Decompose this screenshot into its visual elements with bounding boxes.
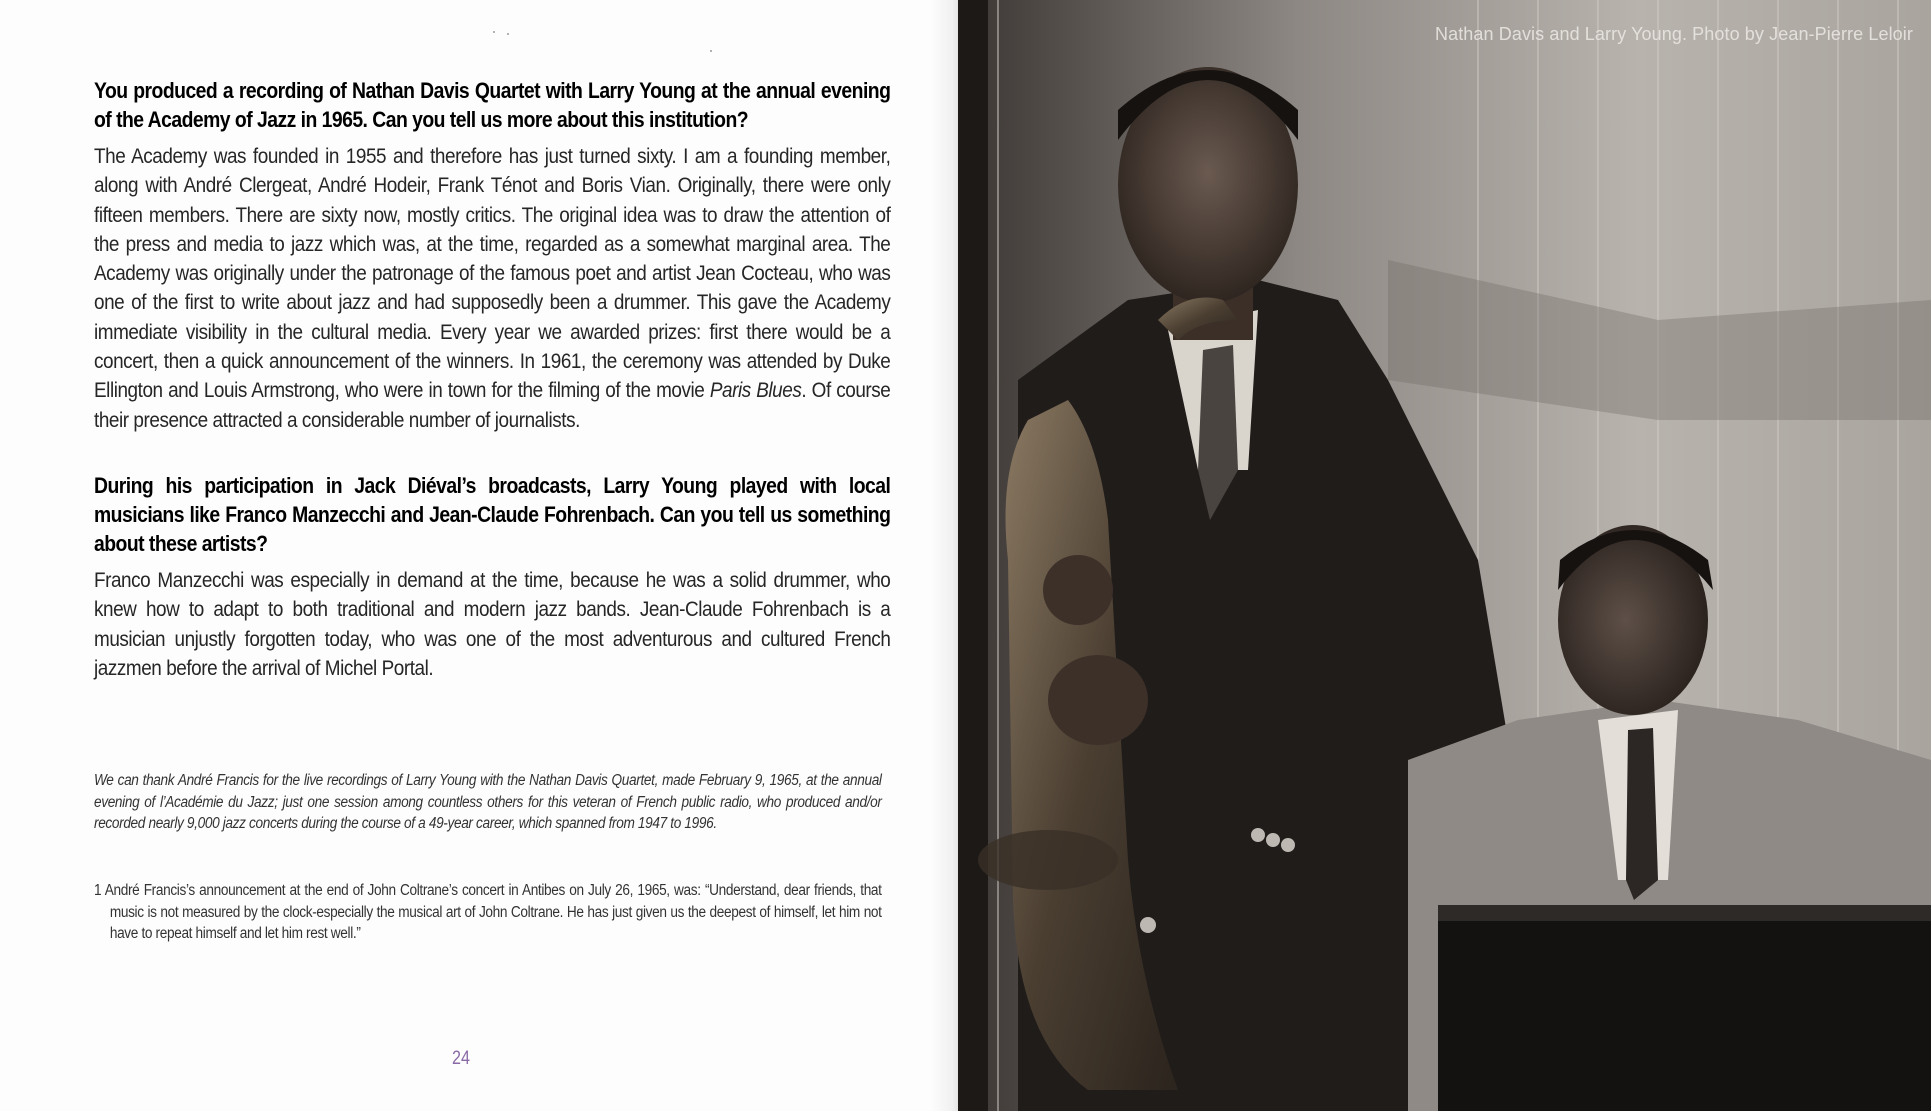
page-number: 24 — [452, 1048, 470, 1069]
left-page — [0, 0, 958, 1111]
print-speck — [507, 33, 509, 35]
footnote: 1 André Francis’s announcement at the end of John Coltrane’s concert in Antibes on July 26, 1965, was: “Understand, dear friends, that music is not measured by the clock-especially the musical art of John Coltrane. He has just given us the deepest of himself, let him not have to repeat himself and let him rest well.” — [94, 882, 882, 942]
answer-musicians: Franco Manzecchi was especially in demand at the time, because he was a solid drummer, who knew how to adapt to both traditional and modern jazz bands. Jean-Claude Fohrenbach is a musician unjustly forgotten today, who was one of the most adventurous and cultured French jazzmen before the arrival of Michel Portal. — [94, 568, 891, 680]
movie-title: Paris Blues — [709, 378, 802, 403]
print-speck — [710, 50, 712, 52]
print-speck — [493, 31, 495, 33]
page-gutter-shadow — [930, 0, 958, 1111]
musicians-photo — [958, 0, 1931, 1111]
question-musicians: During his participation in Jack Diéval’s broadcasts, Larry Young played with local musicians like Franco Manzecchi and Jean-Claude Fohrenbach. Can you tell us something about these artists? — [94, 473, 891, 556]
answer-academy-text: The Academy was founded in 1955 and therefore has just turned sixty. I am a founding member, along with André Clergeat, André Hodeir, Frank Ténot and Boris Vian. Originally, there were only fifteen members. There are sixty now, mostly critics. The original idea was to draw the attention of the press and media to jazz which was, at the time, regarded as a somewhat marginal area. The Academy was originally under the patronage of the famous poet and artist Jean Cocteau, who was one of the first to write about jazz and had supposedly been a drummer. This gave the Academy immediate visibility in the cultural media. Every year we awarded prizes: first there would be a concert, then a quick announcement of the winners. In 1961, the ceremony was attended by Duke Ellington and Louis Armstrong, who were in town for the filming of the movie — [94, 144, 891, 403]
photo-caption: Nathan Davis and Larry Young. Photo by Jean-Pierre Leloir — [1435, 24, 1913, 44]
answer-academy — [94, 142, 890, 435]
recording-note: We can thank André Francis for the live recordings of Larry Young with the Nathan Davis Quartet, made February 9, 1965, at the annual evening of l’Académie du Jazz; just one session among countless others for this veteran of French public radio, who produced and/or recorded nearly 9,000 jazz concerts during the course of a 49-year career, which spanned from 1947 to 1996. — [94, 772, 882, 832]
right-page-photo — [958, 0, 1931, 1111]
answer-academy-end: . Of course their presence attracted a considerable number of journalists. — [94, 378, 891, 432]
question-academy: You produced a recording of Nathan Davis Quartet with Larry Young at the annual evening of the Academy of Jazz in 1965. Can you tell us more about this institution? — [94, 78, 891, 132]
